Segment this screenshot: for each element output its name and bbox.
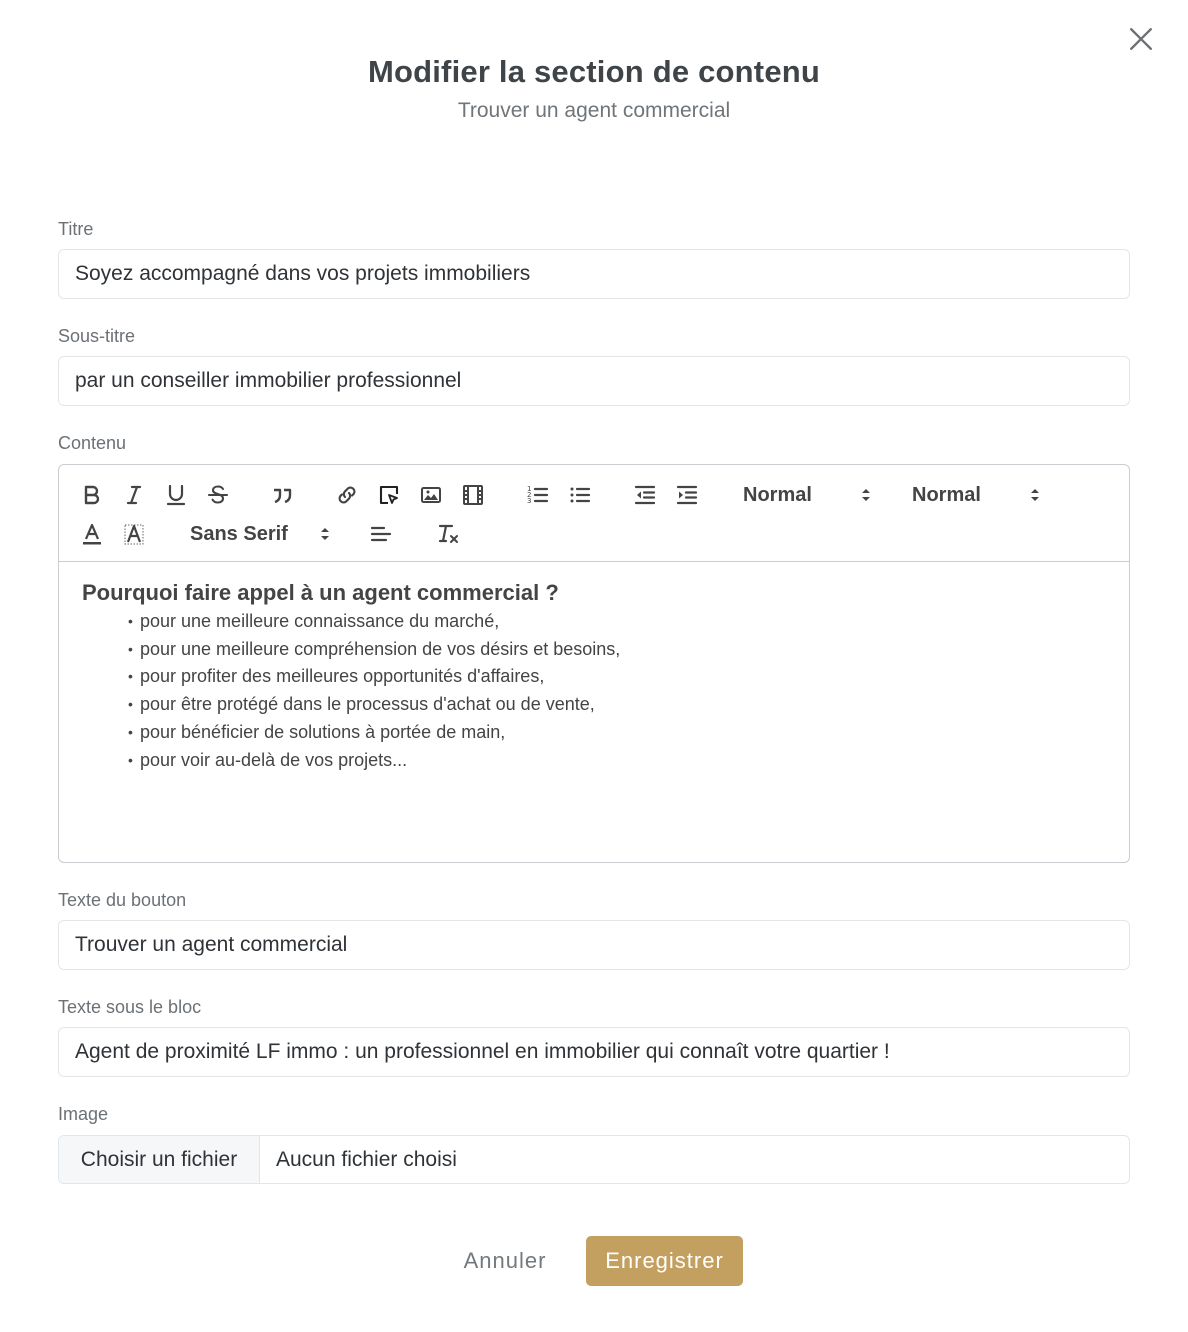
list-item: • pour être protégé dans le processus d'achat ou de vente, [128, 691, 1106, 719]
cursor-select-icon [377, 483, 401, 507]
size-select[interactable] [912, 480, 1040, 510]
italic-button[interactable] [119, 480, 149, 510]
list-item: • pour une meilleure connaissance du marché, [128, 608, 1106, 636]
highlight-icon [122, 522, 146, 546]
button-text-label: Texte du bouton [58, 890, 187, 910]
modal-title: Modifier la section de contenu [367, 54, 821, 89]
font-select-value: Sans Serif [190, 522, 288, 545]
cancel-button[interactable]: Annuler [446, 1236, 564, 1286]
svg-text:2: 2 [527, 491, 532, 499]
font-select[interactable] [190, 519, 330, 549]
indent-button[interactable] [672, 480, 702, 510]
bold-icon [80, 483, 104, 507]
editor-heading: Pourquoi faire appel à un agent commercial ? [82, 580, 559, 605]
clear-format-button[interactable] [433, 519, 463, 549]
select-arrows-icon [861, 487, 871, 503]
title-input[interactable] [58, 249, 1130, 299]
header-select[interactable] [743, 480, 871, 510]
background-color-button[interactable] [119, 519, 149, 549]
close-icon [1128, 26, 1154, 52]
outdent-button[interactable] [630, 480, 660, 510]
subtitle-label: Sous-titre [58, 326, 136, 346]
header-select-value: Normal [743, 483, 812, 506]
select-arrows-icon [320, 526, 330, 542]
italic-icon [122, 483, 146, 507]
size-select-value: Normal [912, 483, 981, 506]
outdent-icon [633, 483, 657, 507]
underline-icon [164, 483, 188, 507]
content-label: Contenu [58, 433, 127, 453]
film-icon [461, 483, 485, 507]
align-button[interactable] [366, 519, 396, 549]
blockquote-button[interactable] [267, 480, 297, 510]
editor-bullet-list [82, 608, 1106, 774]
strikethrough-button[interactable] [203, 480, 233, 510]
image-button[interactable] [416, 480, 446, 510]
text-color-button[interactable] [77, 519, 107, 549]
close-button[interactable] [1124, 22, 1158, 56]
align-left-icon [369, 522, 393, 546]
modal-subtitle: Trouver un agent commercial [457, 99, 731, 122]
ordered-list-icon [526, 483, 550, 507]
rich-text-editor [58, 464, 1130, 863]
font-color-icon [80, 522, 104, 546]
button-text-input[interactable] [58, 920, 1130, 970]
link-button[interactable] [332, 480, 362, 510]
bullet-list-button[interactable] [565, 480, 595, 510]
below-text-input[interactable] [58, 1027, 1130, 1077]
ordered-list-button[interactable] [523, 480, 553, 510]
bold-button[interactable] [77, 480, 107, 510]
indent-icon [675, 483, 699, 507]
select-button[interactable] [374, 480, 404, 510]
bullet-list-icon [568, 483, 592, 507]
strikethrough-icon [206, 483, 230, 507]
quote-icon [270, 483, 294, 507]
save-button[interactable]: Enregistrer [586, 1236, 743, 1286]
title-label: Titre [58, 219, 94, 239]
image-icon [419, 483, 443, 507]
image-label: Image [58, 1104, 109, 1124]
editor-toolbar [59, 465, 1129, 562]
file-status: Aucun fichier choisi [276, 1147, 457, 1171]
clear-format-icon [436, 522, 460, 546]
svg-text:3: 3 [527, 497, 532, 505]
list-item: • pour voir au-delà de vos projets... [128, 747, 1106, 775]
video-button[interactable] [458, 480, 488, 510]
choose-file-button[interactable]: Choisir un fichier [59, 1136, 260, 1183]
list-item: • pour bénéficier de solutions à portée de main, [128, 719, 1106, 747]
select-arrows-icon [1030, 487, 1040, 503]
list-item: • pour profiter des meilleures opportunités d'affaires, [128, 663, 1106, 691]
editor-content[interactable] [59, 562, 1129, 862]
svg-text:1: 1 [527, 485, 532, 493]
image-file-input [58, 1135, 1130, 1184]
link-icon [335, 483, 359, 507]
below-text-label: Texte sous le bloc [58, 997, 202, 1017]
underline-button[interactable] [161, 480, 191, 510]
subtitle-input[interactable] [58, 356, 1130, 406]
list-item: • pour une meilleure compréhension de vos désirs et besoins, [128, 636, 1106, 664]
